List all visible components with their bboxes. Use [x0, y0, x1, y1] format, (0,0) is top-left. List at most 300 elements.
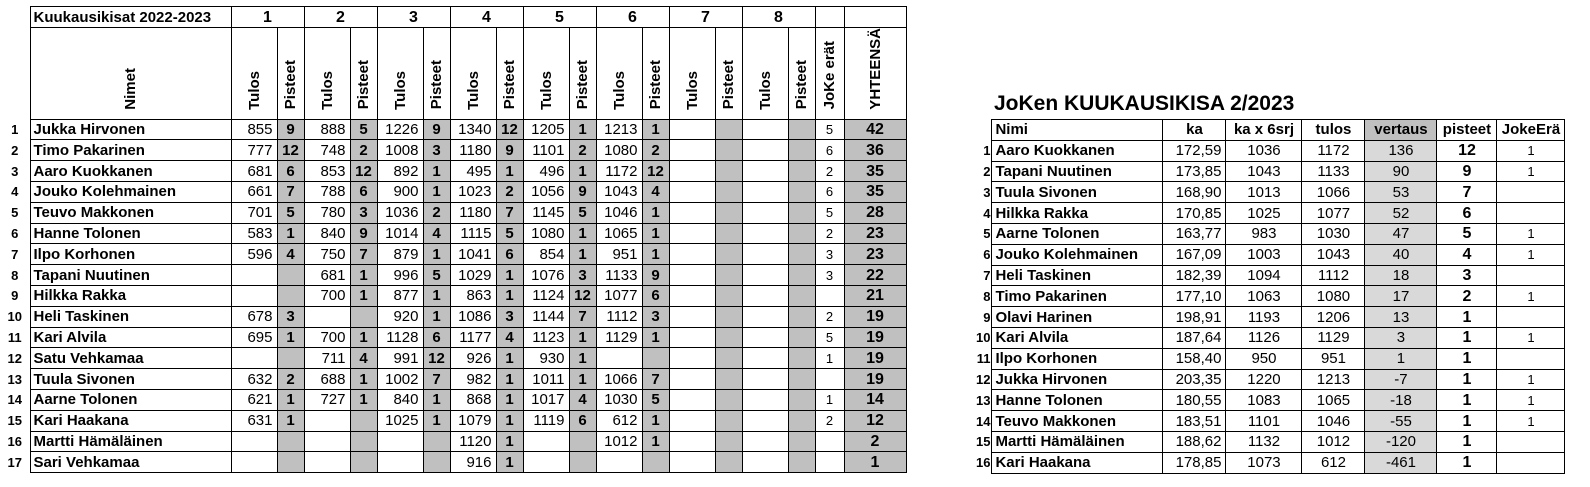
standings-row [0, 452, 906, 473]
player-name: Tuula Sivonen [30, 369, 231, 390]
round-points: 1 [277, 327, 304, 348]
total-points: 21 [844, 286, 906, 307]
comparison: 52 [1365, 203, 1437, 224]
points-header-label: Pisteet [428, 60, 445, 110]
round-result: 1172 [596, 161, 642, 182]
round-points: 1 [569, 348, 596, 369]
average: 183,51 [1163, 411, 1226, 432]
round-result: 1119 [523, 410, 569, 431]
round-points: 9 [423, 119, 450, 140]
round-result: 1129 [596, 327, 642, 348]
average-x6: 1094 [1226, 265, 1302, 286]
points-header-r8 [788, 28, 815, 120]
standings-row [0, 182, 906, 203]
row-number: 16 [7, 434, 22, 450]
result: 1030 [1302, 223, 1365, 244]
round-result [304, 452, 350, 473]
round-points: 1 [496, 452, 523, 473]
round-points: 7 [642, 369, 669, 390]
round-result [669, 348, 715, 369]
average: 180,55 [1163, 390, 1226, 411]
round-result: 632 [231, 369, 277, 390]
round-points [423, 452, 450, 473]
joke-erat: 3 [815, 265, 844, 286]
total-points: 12 [844, 410, 906, 431]
round-result: 1066 [596, 369, 642, 390]
round-result [669, 327, 715, 348]
round-result: 1086 [450, 306, 496, 327]
average-x6: 1025 [1226, 203, 1302, 224]
result-header-r6 [596, 28, 642, 120]
comparison: 136 [1365, 140, 1437, 161]
round-points: 6 [350, 182, 377, 203]
round-result [742, 161, 788, 182]
player-name: Timo Pakarinen [30, 140, 231, 161]
round-result: 1177 [450, 327, 496, 348]
average-x6: 1003 [1226, 244, 1302, 265]
joke-era: 1 [1497, 140, 1565, 161]
player-name: Kari Alvila [30, 327, 231, 348]
joke-era [1497, 307, 1565, 328]
round-points: 1 [423, 161, 450, 182]
row-number: 11 [7, 330, 22, 346]
points: 1 [1437, 369, 1497, 390]
round-points: 9 [642, 265, 669, 286]
names-header-label: Nimet [122, 68, 139, 110]
round-points: 12 [277, 140, 304, 161]
round-result: 1340 [450, 119, 496, 140]
round-result: 930 [523, 348, 569, 369]
round-points: 4 [277, 244, 304, 265]
result-header-label: Tulos [318, 70, 336, 110]
round-result [742, 119, 788, 140]
round-points: 1 [496, 390, 523, 411]
player-name: Aaro Kuokkanen [30, 161, 231, 182]
monthly-row [976, 244, 1565, 265]
header-vertaus: vertaus [1365, 120, 1437, 141]
player-name: Aarne Tolonen [30, 390, 231, 411]
round-points: 2 [277, 369, 304, 390]
round-result: 748 [304, 140, 350, 161]
points-header-label: Pisteet [282, 60, 299, 110]
round-result: 631 [231, 410, 277, 431]
round-points: 1 [496, 369, 523, 390]
player-name: Aarne Tolonen [992, 223, 1163, 244]
joke-erat: 2 [815, 306, 844, 327]
round-points: 1 [642, 244, 669, 265]
round-result: 596 [231, 244, 277, 265]
round-points: 5 [423, 265, 450, 286]
round-result: 495 [450, 161, 496, 182]
round-points: 12 [350, 161, 377, 182]
round-result: 1133 [596, 265, 642, 286]
round-points: 1 [350, 369, 377, 390]
round-result [742, 327, 788, 348]
points-header-label: Pisteet [355, 60, 372, 110]
average-x6: 1013 [1226, 182, 1302, 203]
joke-header-top [815, 7, 844, 28]
comparison: 1 [1365, 348, 1437, 369]
joke-era: 1 [1497, 286, 1565, 307]
row-number-header [0, 7, 30, 28]
points-header-label: Pisteet [574, 60, 591, 110]
round-header-6: 6 [596, 7, 669, 28]
round-result: 1036 [377, 202, 423, 223]
total-points: 35 [844, 182, 906, 203]
total-points: 36 [844, 140, 906, 161]
round-result [523, 431, 569, 452]
round-points: 1 [642, 327, 669, 348]
round-result: 1124 [523, 286, 569, 307]
player-name: Kari Alvila [992, 327, 1163, 348]
round-header-1: 1 [231, 7, 304, 28]
round-points [788, 369, 815, 390]
round-points: 1 [642, 119, 669, 140]
average: 173,85 [1163, 161, 1226, 182]
points: 1 [1437, 307, 1497, 328]
round-result [742, 390, 788, 411]
joke-era [1497, 431, 1565, 452]
comparison: -18 [1365, 390, 1437, 411]
round-points [788, 182, 815, 203]
round-result: 1205 [523, 119, 569, 140]
round-result [669, 390, 715, 411]
round-points [350, 452, 377, 473]
round-result: 780 [304, 202, 350, 223]
result-header-r3 [377, 28, 423, 120]
round-result: 688 [304, 369, 350, 390]
player-name: Aaro Kuokkanen [992, 140, 1163, 161]
monthly-row [976, 286, 1565, 307]
round-points [277, 286, 304, 307]
round-points: 9 [569, 182, 596, 203]
round-points [788, 161, 815, 182]
round-header-4: 4 [450, 7, 523, 28]
row-number: 13 [7, 371, 22, 387]
rank-number: 12 [976, 371, 991, 387]
round-result [377, 452, 423, 473]
result: 1112 [1302, 265, 1365, 286]
row-number: 12 [7, 350, 22, 366]
round-result [669, 223, 715, 244]
result: 951 [1302, 348, 1365, 369]
monthly-results [976, 119, 1565, 474]
comparison: -120 [1365, 431, 1437, 452]
row-number-header [976, 120, 992, 141]
round-points: 4 [642, 182, 669, 203]
round-points: 1 [642, 223, 669, 244]
round-points: 1 [496, 410, 523, 431]
row-number: 14 [7, 392, 22, 408]
round-points [715, 140, 742, 161]
round-result [742, 431, 788, 452]
round-points: 1 [423, 306, 450, 327]
round-points [715, 265, 742, 286]
round-result [669, 306, 715, 327]
joke-erat-header-label: JoKe erät [821, 41, 838, 110]
player-name: Olavi Harinen [992, 307, 1163, 328]
round-result: 1056 [523, 182, 569, 203]
joke-era [1497, 203, 1565, 224]
points: 9 [1437, 161, 1497, 182]
round-header-5: 5 [523, 7, 596, 28]
rank-number: 1 [983, 143, 991, 159]
joke-erat: 2 [815, 223, 844, 244]
row-number: 2 [11, 142, 19, 158]
round-result: 1226 [377, 119, 423, 140]
round-result: 1011 [523, 369, 569, 390]
total-header [844, 28, 906, 120]
round-result [231, 348, 277, 369]
round-result: 863 [450, 286, 496, 307]
round-result: 700 [304, 327, 350, 348]
monthly-row [976, 431, 1565, 452]
round-result [669, 244, 715, 265]
round-points: 2 [496, 182, 523, 203]
column-header-row [0, 28, 906, 120]
points-header-r1 [277, 28, 304, 120]
round-result [742, 369, 788, 390]
joke-era: 1 [1497, 223, 1565, 244]
joke-era: 1 [1497, 369, 1565, 390]
round-result: 1014 [377, 223, 423, 244]
round-points: 9 [277, 119, 304, 140]
round-points: 5 [642, 390, 669, 411]
points-header-r2 [350, 28, 377, 120]
player-name: Jouko Kolehmainen [992, 244, 1163, 265]
standings-row [0, 265, 906, 286]
round-result: 695 [231, 327, 277, 348]
round-result: 1145 [523, 202, 569, 223]
header-ka: ka [1163, 120, 1226, 141]
standings-row [0, 286, 906, 307]
joke-erat: 6 [815, 182, 844, 203]
round-result [742, 182, 788, 203]
round-result [231, 265, 277, 286]
round-result [669, 431, 715, 452]
player-name: Satu Vehkamaa [30, 348, 231, 369]
round-points [715, 369, 742, 390]
round-points: 1 [423, 390, 450, 411]
rank-number: 5 [983, 226, 991, 242]
round-points [788, 348, 815, 369]
average-x6: 1043 [1226, 161, 1302, 182]
joke-erat: 6 [815, 140, 844, 161]
points: 3 [1437, 265, 1497, 286]
monthly-row [976, 369, 1565, 390]
round-result [304, 410, 350, 431]
round-result: 678 [231, 306, 277, 327]
round-points [350, 306, 377, 327]
round-points [788, 202, 815, 223]
round-result: 681 [304, 265, 350, 286]
rank-number: 8 [983, 288, 991, 304]
round-header-7: 7 [669, 7, 742, 28]
total-points: 2 [844, 431, 906, 452]
round-points [715, 223, 742, 244]
round-points [715, 410, 742, 431]
row-number: 7 [11, 246, 19, 262]
round-result [742, 265, 788, 286]
round-result: 1180 [450, 140, 496, 161]
player-name: Heli Taskinen [992, 265, 1163, 286]
round-points [715, 348, 742, 369]
rank-number: 2 [983, 163, 991, 179]
average-x6: 1083 [1226, 390, 1302, 411]
standings-row [0, 431, 906, 452]
joke-era: 1 [1497, 390, 1565, 411]
round-points [788, 431, 815, 452]
header-tulos: tulos [1302, 120, 1365, 141]
standings-row [0, 140, 906, 161]
season-title: Kuukausikisat 2022-2023 [30, 7, 231, 28]
round-points: 4 [569, 390, 596, 411]
result-header-r4 [450, 28, 496, 120]
round-points: 5 [569, 202, 596, 223]
result-header-r8 [742, 28, 788, 120]
row-number: 8 [11, 267, 19, 283]
header-pisteet: pisteet [1437, 120, 1497, 141]
round-result: 621 [231, 390, 277, 411]
round-result [742, 202, 788, 223]
round-result: 1077 [596, 286, 642, 307]
round-points [788, 140, 815, 161]
monthly-row [976, 348, 1565, 369]
row-number-header-2 [0, 28, 30, 120]
round-result: 1012 [596, 431, 642, 452]
round-points: 1 [569, 161, 596, 182]
round-points [715, 306, 742, 327]
round-result: 1128 [377, 327, 423, 348]
round-points [277, 265, 304, 286]
total-points: 22 [844, 265, 906, 286]
player-name: Hilkka Rakka [30, 286, 231, 307]
average: 203,35 [1163, 369, 1226, 390]
round-points [788, 119, 815, 140]
header-jokeera: JokeErä [1497, 120, 1565, 141]
joke-erat: 1 [815, 390, 844, 411]
round-points: 5 [496, 223, 523, 244]
standings-row [0, 410, 906, 431]
player-name: Jouko Kolehmainen [30, 182, 231, 203]
joke-erat: 5 [815, 202, 844, 223]
standings-row [0, 202, 906, 223]
round-points [788, 286, 815, 307]
round-header-3: 3 [377, 7, 450, 28]
standings-row [0, 223, 906, 244]
total-points: 19 [844, 306, 906, 327]
total-points: 35 [844, 161, 906, 182]
round-points: 1 [350, 327, 377, 348]
round-result: 1144 [523, 306, 569, 327]
total-points: 28 [844, 202, 906, 223]
round-result [742, 306, 788, 327]
round-result [304, 306, 350, 327]
total-points: 42 [844, 119, 906, 140]
points-header-r5 [569, 28, 596, 120]
rank-number: 9 [983, 309, 991, 325]
round-points: 1 [642, 410, 669, 431]
round-result [742, 286, 788, 307]
result-header-label: Tulos [245, 70, 263, 110]
round-result: 1041 [450, 244, 496, 265]
result-header-r1 [231, 28, 277, 120]
joke-era [1497, 182, 1565, 203]
total-points: 23 [844, 244, 906, 265]
standings-row [0, 390, 906, 411]
average: 158,40 [1163, 348, 1226, 369]
rank-number: 14 [976, 413, 991, 429]
round-points [715, 182, 742, 203]
row-number: 17 [7, 454, 22, 470]
round-result: 854 [523, 244, 569, 265]
round-points: 4 [423, 223, 450, 244]
round-result: 612 [596, 410, 642, 431]
round-points: 6 [569, 410, 596, 431]
round-points [277, 452, 304, 473]
round-result [742, 348, 788, 369]
average-x6: 1193 [1226, 307, 1302, 328]
round-result: 853 [304, 161, 350, 182]
average: 163,77 [1163, 223, 1226, 244]
row-number: 6 [11, 226, 19, 242]
round-points [715, 452, 742, 473]
comparison: 40 [1365, 244, 1437, 265]
player-name: Sari Vehkamaa [30, 452, 231, 473]
round-result [596, 452, 642, 473]
round-points: 9 [496, 140, 523, 161]
round-points: 5 [277, 202, 304, 223]
round-result [669, 369, 715, 390]
round-result: 1002 [377, 369, 423, 390]
average-x6: 1220 [1226, 369, 1302, 390]
points: 6 [1437, 203, 1497, 224]
points: 1 [1437, 348, 1497, 369]
round-points [715, 286, 742, 307]
round-result: 1112 [596, 306, 642, 327]
average: 172,59 [1163, 140, 1226, 161]
header-ka-x-6srj: ka x 6srj [1226, 120, 1302, 141]
points: 4 [1437, 244, 1497, 265]
round-points [642, 452, 669, 473]
round-points [788, 452, 815, 473]
round-result [231, 452, 277, 473]
average: 167,09 [1163, 244, 1226, 265]
player-name: Jukka Hirvonen [992, 369, 1163, 390]
standings-row [0, 327, 906, 348]
round-result [377, 431, 423, 452]
points: 1 [1437, 390, 1497, 411]
round-result: 681 [231, 161, 277, 182]
player-name: Kari Haakana [30, 410, 231, 431]
round-result: 951 [596, 244, 642, 265]
result-header-label: Tulos [391, 70, 409, 110]
round-points: 7 [423, 369, 450, 390]
result: 1172 [1302, 140, 1365, 161]
round-result [669, 265, 715, 286]
result: 1046 [1302, 411, 1365, 432]
round-points: 6 [423, 327, 450, 348]
joke-erat [815, 369, 844, 390]
round-result: 1025 [377, 410, 423, 431]
names-header [30, 28, 231, 120]
average: 187,64 [1163, 327, 1226, 348]
joke-erat-header [815, 28, 844, 120]
points: 1 [1437, 327, 1497, 348]
standings-row [0, 369, 906, 390]
round-result [669, 182, 715, 203]
rank-number: 10 [976, 330, 991, 346]
